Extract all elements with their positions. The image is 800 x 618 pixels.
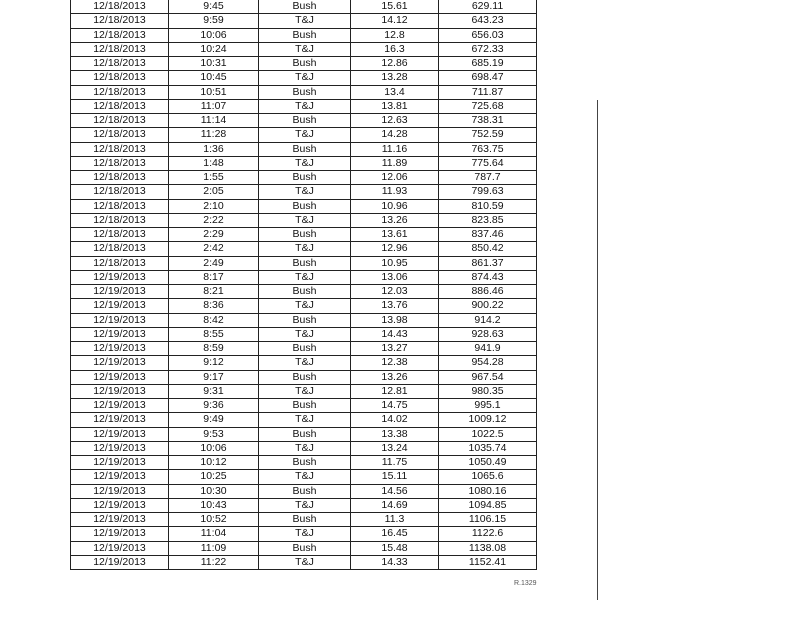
table-row	[71, 270, 537, 284]
table-row	[71, 185, 537, 199]
operator-cell: Bush	[259, 456, 351, 470]
operator-cell: T&J	[259, 185, 351, 199]
weight-cell: 14.56	[351, 484, 439, 498]
date-cell: 12/18/2013	[71, 142, 169, 156]
date-cell: 12/18/2013	[71, 228, 169, 242]
date-cell: 12/18/2013	[71, 171, 169, 185]
date-cell: 12/19/2013	[71, 299, 169, 313]
weight-cell: 12.03	[351, 285, 439, 299]
weight-cell: 13.4	[351, 85, 439, 99]
date-cell: 12/19/2013	[71, 270, 169, 284]
date-cell: 12/19/2013	[71, 541, 169, 555]
operator-cell: T&J	[259, 384, 351, 398]
table-row	[71, 171, 537, 185]
operator-cell: Bush	[259, 28, 351, 42]
time-cell: 10:25	[169, 470, 259, 484]
time-cell: 10:30	[169, 484, 259, 498]
weight-cell: 11.16	[351, 142, 439, 156]
operator-cell: Bush	[259, 228, 351, 242]
table-row	[71, 156, 537, 170]
time-cell: 8:21	[169, 285, 259, 299]
operator-cell: Bush	[259, 199, 351, 213]
time-cell: 10:06	[169, 28, 259, 42]
cumulative-cell: 850.42	[439, 242, 537, 256]
weight-cell: 13.28	[351, 71, 439, 85]
time-cell: 10:12	[169, 456, 259, 470]
operator-cell: T&J	[259, 213, 351, 227]
time-cell: 11:22	[169, 555, 259, 569]
weight-cell: 14.75	[351, 399, 439, 413]
weight-cell: 16.45	[351, 527, 439, 541]
time-cell: 10:43	[169, 498, 259, 512]
weight-cell: 13.98	[351, 313, 439, 327]
weight-cell: 13.06	[351, 270, 439, 284]
operator-cell: Bush	[259, 57, 351, 71]
operator-cell: T&J	[259, 42, 351, 56]
operator-cell: T&J	[259, 156, 351, 170]
table-row	[71, 313, 537, 327]
time-cell: 11:09	[169, 541, 259, 555]
table-row	[71, 484, 537, 498]
time-cell: 10:06	[169, 441, 259, 455]
table-row	[71, 28, 537, 42]
cumulative-cell: 643.23	[439, 14, 537, 28]
table-row	[71, 541, 537, 555]
weight-cell: 11.75	[351, 456, 439, 470]
date-cell: 12/18/2013	[71, 156, 169, 170]
weight-cell: 14.33	[351, 555, 439, 569]
weight-cell: 11.93	[351, 185, 439, 199]
cumulative-cell: 787.7	[439, 171, 537, 185]
time-cell: 10:24	[169, 42, 259, 56]
cumulative-cell: 738.31	[439, 114, 537, 128]
weight-cell: 14.02	[351, 413, 439, 427]
operator-cell: Bush	[259, 427, 351, 441]
date-cell: 12/19/2013	[71, 370, 169, 384]
operator-cell: T&J	[259, 498, 351, 512]
operator-cell: T&J	[259, 441, 351, 455]
time-cell: 2:42	[169, 242, 259, 256]
date-cell: 12/18/2013	[71, 213, 169, 227]
time-cell: 9:12	[169, 356, 259, 370]
operator-cell: T&J	[259, 470, 351, 484]
date-cell: 12/18/2013	[71, 185, 169, 199]
operator-cell: Bush	[259, 0, 351, 14]
weight-cell: 13.61	[351, 228, 439, 242]
table-row	[71, 114, 537, 128]
table-row	[71, 299, 537, 313]
cumulative-cell: 810.59	[439, 199, 537, 213]
weight-cell: 12.06	[351, 171, 439, 185]
cumulative-cell: 1152.41	[439, 555, 537, 569]
time-cell: 9:45	[169, 0, 259, 14]
date-cell: 12/19/2013	[71, 456, 169, 470]
cumulative-cell: 1009.12	[439, 413, 537, 427]
weight-cell: 16.3	[351, 42, 439, 56]
table-row	[71, 327, 537, 341]
date-cell: 12/19/2013	[71, 342, 169, 356]
date-cell: 12/18/2013	[71, 42, 169, 56]
operator-cell: T&J	[259, 555, 351, 569]
cumulative-cell: 698.47	[439, 71, 537, 85]
data-table	[70, 0, 537, 570]
date-cell: 12/19/2013	[71, 484, 169, 498]
cumulative-cell: 980.35	[439, 384, 537, 398]
table-row	[71, 470, 537, 484]
weight-cell: 12.63	[351, 114, 439, 128]
time-cell: 11:04	[169, 527, 259, 541]
cumulative-cell: 775.64	[439, 156, 537, 170]
weight-cell: 14.43	[351, 327, 439, 341]
cumulative-cell: 823.85	[439, 213, 537, 227]
cumulative-cell: 1138.08	[439, 541, 537, 555]
time-cell: 8:59	[169, 342, 259, 356]
date-cell: 12/18/2013	[71, 28, 169, 42]
operator-cell: Bush	[259, 142, 351, 156]
weight-cell: 12.86	[351, 57, 439, 71]
operator-cell: Bush	[259, 285, 351, 299]
time-cell: 9:59	[169, 14, 259, 28]
cumulative-cell: 1122.6	[439, 527, 537, 541]
page-stamp: R.1329	[514, 580, 537, 587]
cumulative-cell: 725.68	[439, 99, 537, 113]
operator-cell: Bush	[259, 342, 351, 356]
weight-cell: 11.3	[351, 513, 439, 527]
operator-cell: T&J	[259, 356, 351, 370]
table-row	[71, 399, 537, 413]
cumulative-cell: 763.75	[439, 142, 537, 156]
time-cell: 10:52	[169, 513, 259, 527]
table-body	[71, 0, 537, 570]
operator-cell: T&J	[259, 242, 351, 256]
cumulative-cell: 711.87	[439, 85, 537, 99]
cumulative-cell: 1106.15	[439, 513, 537, 527]
table-row	[71, 0, 537, 14]
weight-cell: 15.11	[351, 470, 439, 484]
cumulative-cell: 685.19	[439, 57, 537, 71]
operator-cell: Bush	[259, 85, 351, 99]
time-cell: 2:10	[169, 199, 259, 213]
table-row	[71, 42, 537, 56]
cumulative-cell: 914.2	[439, 313, 537, 327]
weight-cell: 12.8	[351, 28, 439, 42]
time-cell: 1:36	[169, 142, 259, 156]
table-row	[71, 513, 537, 527]
operator-cell: Bush	[259, 313, 351, 327]
date-cell: 12/18/2013	[71, 114, 169, 128]
time-cell: 9:53	[169, 427, 259, 441]
table-row	[71, 527, 537, 541]
time-cell: 11:07	[169, 99, 259, 113]
table-row	[71, 228, 537, 242]
cumulative-cell: 886.46	[439, 285, 537, 299]
table-row	[71, 85, 537, 99]
weight-cell: 13.38	[351, 427, 439, 441]
weight-cell: 13.26	[351, 213, 439, 227]
weight-cell: 12.38	[351, 356, 439, 370]
date-cell: 12/19/2013	[71, 399, 169, 413]
time-cell: 2:49	[169, 256, 259, 270]
date-cell: 12/19/2013	[71, 441, 169, 455]
weight-cell: 14.69	[351, 498, 439, 512]
time-cell: 11:14	[169, 114, 259, 128]
weight-cell: 10.96	[351, 199, 439, 213]
operator-cell: Bush	[259, 484, 351, 498]
time-cell: 9:31	[169, 384, 259, 398]
weight-cell: 13.81	[351, 99, 439, 113]
time-cell: 2:05	[169, 185, 259, 199]
table-row	[71, 213, 537, 227]
operator-cell: Bush	[259, 541, 351, 555]
cumulative-cell: 900.22	[439, 299, 537, 313]
time-cell: 2:22	[169, 213, 259, 227]
cumulative-cell: 1080.16	[439, 484, 537, 498]
cumulative-cell: 1022.5	[439, 427, 537, 441]
date-cell: 12/19/2013	[71, 427, 169, 441]
table-row	[71, 242, 537, 256]
cumulative-cell: 1065.6	[439, 470, 537, 484]
date-cell: 12/18/2013	[71, 71, 169, 85]
weight-cell: 12.81	[351, 384, 439, 398]
table-row	[71, 342, 537, 356]
cumulative-cell: 656.03	[439, 28, 537, 42]
date-cell: 12/19/2013	[71, 327, 169, 341]
time-cell: 9:17	[169, 370, 259, 384]
date-cell: 12/19/2013	[71, 527, 169, 541]
table-row	[71, 14, 537, 28]
table-row	[71, 370, 537, 384]
cumulative-cell: 1094.85	[439, 498, 537, 512]
time-cell: 8:17	[169, 270, 259, 284]
date-cell: 12/19/2013	[71, 513, 169, 527]
date-cell: 12/18/2013	[71, 57, 169, 71]
date-cell: 12/18/2013	[71, 14, 169, 28]
operator-cell: Bush	[259, 114, 351, 128]
date-cell: 12/19/2013	[71, 285, 169, 299]
operator-cell: T&J	[259, 413, 351, 427]
time-cell: 9:36	[169, 399, 259, 413]
cumulative-cell: 799.63	[439, 185, 537, 199]
date-cell: 12/19/2013	[71, 384, 169, 398]
time-cell: 8:55	[169, 327, 259, 341]
date-cell: 12/19/2013	[71, 356, 169, 370]
time-cell: 1:48	[169, 156, 259, 170]
time-cell: 11:28	[169, 128, 259, 142]
operator-cell: T&J	[259, 71, 351, 85]
weight-cell: 11.89	[351, 156, 439, 170]
date-cell: 12/19/2013	[71, 470, 169, 484]
cumulative-cell: 752.59	[439, 128, 537, 142]
date-cell: 12/19/2013	[71, 555, 169, 569]
table-row	[71, 456, 537, 470]
operator-cell: Bush	[259, 171, 351, 185]
cumulative-cell: 861.37	[439, 256, 537, 270]
time-cell: 10:45	[169, 71, 259, 85]
table-row	[71, 413, 537, 427]
date-cell: 12/19/2013	[71, 413, 169, 427]
weight-cell: 13.26	[351, 370, 439, 384]
cumulative-cell: 1050.49	[439, 456, 537, 470]
cumulative-cell: 941.9	[439, 342, 537, 356]
cumulative-cell: 995.1	[439, 399, 537, 413]
weight-cell: 14.28	[351, 128, 439, 142]
date-cell: 12/19/2013	[71, 313, 169, 327]
date-cell: 12/18/2013	[71, 85, 169, 99]
table-row	[71, 57, 537, 71]
table-row	[71, 128, 537, 142]
time-cell: 2:29	[169, 228, 259, 242]
table-row	[71, 356, 537, 370]
time-cell: 9:49	[169, 413, 259, 427]
table-row	[71, 99, 537, 113]
operator-cell: Bush	[259, 370, 351, 384]
time-cell: 8:42	[169, 313, 259, 327]
table-row	[71, 256, 537, 270]
cumulative-cell: 928.63	[439, 327, 537, 341]
operator-cell: T&J	[259, 527, 351, 541]
date-cell: 12/18/2013	[71, 256, 169, 270]
table-row	[71, 427, 537, 441]
table-row	[71, 285, 537, 299]
weight-cell: 13.24	[351, 441, 439, 455]
table-row	[71, 441, 537, 455]
weight-cell: 12.96	[351, 242, 439, 256]
margin-line	[597, 100, 598, 600]
operator-cell: Bush	[259, 399, 351, 413]
cumulative-cell: 954.28	[439, 356, 537, 370]
weight-cell: 15.48	[351, 541, 439, 555]
operator-cell: T&J	[259, 299, 351, 313]
time-cell: 10:51	[169, 85, 259, 99]
weight-cell: 15.61	[351, 0, 439, 14]
table-row	[71, 498, 537, 512]
operator-cell: Bush	[259, 256, 351, 270]
operator-cell: T&J	[259, 14, 351, 28]
operator-cell: Bush	[259, 513, 351, 527]
cumulative-cell: 837.46	[439, 228, 537, 242]
operator-cell: T&J	[259, 99, 351, 113]
weight-cell: 10.95	[351, 256, 439, 270]
table-row	[71, 555, 537, 569]
cumulative-cell: 1035.74	[439, 441, 537, 455]
date-cell: 12/18/2013	[71, 0, 169, 14]
date-cell: 12/18/2013	[71, 199, 169, 213]
table-row	[71, 142, 537, 156]
table-row	[71, 71, 537, 85]
time-cell: 1:55	[169, 171, 259, 185]
cumulative-cell: 874.43	[439, 270, 537, 284]
table-row	[71, 199, 537, 213]
table-row	[71, 384, 537, 398]
operator-cell: T&J	[259, 270, 351, 284]
date-cell: 12/18/2013	[71, 99, 169, 113]
date-cell: 12/19/2013	[71, 498, 169, 512]
weight-cell: 13.76	[351, 299, 439, 313]
operator-cell: T&J	[259, 128, 351, 142]
weight-cell: 13.27	[351, 342, 439, 356]
cumulative-cell: 629.11	[439, 0, 537, 14]
operator-cell: T&J	[259, 327, 351, 341]
time-cell: 8:36	[169, 299, 259, 313]
date-cell: 12/18/2013	[71, 242, 169, 256]
cumulative-cell: 672.33	[439, 42, 537, 56]
time-cell: 10:31	[169, 57, 259, 71]
cumulative-cell: 967.54	[439, 370, 537, 384]
weight-cell: 14.12	[351, 14, 439, 28]
date-cell: 12/18/2013	[71, 128, 169, 142]
